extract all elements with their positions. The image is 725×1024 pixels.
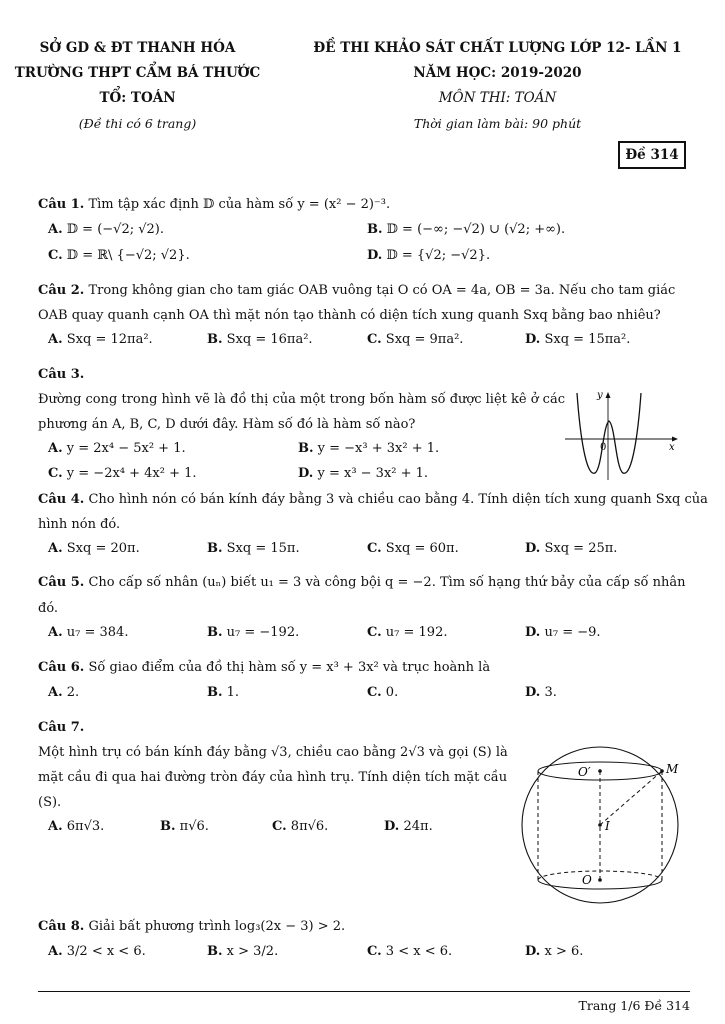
option-b[interactable]: B. Sxq = 15π. xyxy=(207,541,300,556)
question-text: Trong không gian cho tam giác OAB vuông tại O có OA = 4a, OB = 3a. Nếu cho tam giác xyxy=(88,283,676,298)
option-c[interactable]: C. y = −2x⁴ + 4x² + 1. xyxy=(48,466,197,481)
point-m xyxy=(660,769,664,773)
question-label: Câu 3. xyxy=(38,367,85,382)
option-d[interactable]: D. 3. xyxy=(525,685,557,700)
question-text: Đường cong trong hình vẽ là đồ thị của một trong bốn hàm số được liệt kê ở các xyxy=(38,392,565,407)
point-o xyxy=(598,878,602,882)
question-label: Câu 7. xyxy=(38,720,85,735)
option-a[interactable]: A. u₇ = 384. xyxy=(48,625,129,640)
y-axis-arrow xyxy=(606,392,611,398)
option-d[interactable]: D. Sxq = 15πa². xyxy=(525,332,631,347)
quartic-curve xyxy=(577,393,641,473)
label-o-prime: O′ xyxy=(578,765,591,779)
option-c[interactable]: C. Sxq = 60π. xyxy=(367,541,459,556)
option-a[interactable]: A. y = 2x⁴ − 5x² + 1. xyxy=(48,441,186,456)
time-limit: Thời gian làm bài: 90 phút xyxy=(413,116,582,131)
label-i: I xyxy=(605,819,610,833)
department: TỔ: TOÁN xyxy=(99,90,176,106)
question-text-cont: OAB quay quanh cạnh OA thì mặt nón tạo thành có diện tích xung quanh Sxq bằng bao nhiêu? xyxy=(38,308,661,323)
question-text: Một hình trụ có bán kính đáy bằng √3, chiều cao bằng 2√3 và gọi (S) là xyxy=(38,745,508,760)
option-d[interactable]: D. 24π. xyxy=(384,819,433,834)
option-d[interactable]: D. 𝔻 = {√2; −√2}. xyxy=(367,248,491,263)
option-a[interactable]: A. 2. xyxy=(48,685,80,700)
option-b[interactable]: B. y = −x³ + 3x² + 1. xyxy=(298,441,440,456)
question-text-cont: hình nón đó. xyxy=(38,517,121,532)
question-text-cont: phương án A, B, C, D dưới đây. Hàm số đó là hàm số nào? xyxy=(38,417,416,432)
option-d[interactable]: D. u₇ = −9. xyxy=(525,625,601,640)
school-dept: SỞ GD & ĐT THANH HÓA xyxy=(39,40,236,56)
question-label: Câu 4. xyxy=(38,492,85,507)
origin-label: 0 xyxy=(600,442,607,453)
question-label: Câu 5. xyxy=(38,575,85,590)
option-a[interactable]: A. 6π√3. xyxy=(48,819,105,834)
question-label: Câu 6. xyxy=(38,660,85,675)
label-o: O xyxy=(582,873,592,887)
page-count-note: (Đề thi có 6 trang) xyxy=(78,116,197,131)
option-c[interactable]: C. Sxq = 9πa². xyxy=(367,332,464,347)
point-i xyxy=(598,823,602,827)
question-text: Cho cấp số nhân (uₙ) biết u₁ = 3 và công bội q = −2. Tìm số hạng thứ bảy của cấp số nhân xyxy=(88,575,686,590)
option-b[interactable]: B. Sxq = 16πa². xyxy=(207,332,313,347)
exam-title: ĐỀ THI KHẢO SÁT CHẤT LƯỢNG LỚP 12- LẦN 1 xyxy=(313,40,682,56)
option-a[interactable]: A. 𝔻 = (−√2; √2). xyxy=(48,222,164,237)
option-a[interactable]: A. Sxq = 12πa². xyxy=(48,332,153,347)
option-b[interactable]: B. 𝔻 = (−∞; −√2) ∪ (√2; +∞). xyxy=(367,222,566,237)
option-c[interactable]: C. 8π√6. xyxy=(272,819,329,834)
option-d[interactable]: D. Sxq = 25π. xyxy=(525,541,618,556)
label-m: M xyxy=(666,762,679,776)
option-d[interactable]: D. x > 6. xyxy=(525,944,584,959)
y-axis-label: y xyxy=(597,390,603,401)
option-c[interactable]: C. 𝔻 = ℝ\ {−√2; √2}. xyxy=(48,248,190,263)
question-text: Cho hình nón có bán kính đáy bằng 3 và chiều cao bằng 4. Tính diện tích xung quanh Sxq của xyxy=(88,492,708,507)
option-b[interactable]: B. u₇ = −192. xyxy=(207,625,300,640)
page-footer: Trang 1/6 Đề 314 xyxy=(578,998,690,1013)
question-label: Câu 8. xyxy=(38,919,85,934)
school-year: NĂM HỌC: 2019-2020 xyxy=(413,65,582,81)
option-b[interactable]: B. π√6. xyxy=(160,819,209,834)
option-a[interactable]: A. 3/2 < x < 6. xyxy=(48,944,146,959)
sphere-cylinder-figure xyxy=(512,738,692,908)
option-c[interactable]: C. u₇ = 192. xyxy=(367,625,448,640)
question-text: Số giao điểm của đồ thị hàm số y = x³ + 3x² và trục hoành là xyxy=(88,660,491,675)
question-text: Tìm tập xác định 𝔻 của hàm số y = (x² − 2)⁻³. xyxy=(88,197,391,212)
question-label: Câu 1. xyxy=(38,197,85,212)
x-axis-label: x xyxy=(669,442,675,453)
question-label: Câu 2. xyxy=(38,283,85,298)
footer-divider xyxy=(38,991,690,992)
subject: MÔN THI: TOÁN xyxy=(438,90,557,106)
option-b[interactable]: B. x > 3/2. xyxy=(207,944,279,959)
point-o-prime xyxy=(598,769,602,773)
question-text-cont: mặt cầu đi qua hai đường tròn đáy của hình trụ. Tính diện tích mặt cầu xyxy=(38,770,508,785)
option-c[interactable]: C. 3 < x < 6. xyxy=(367,944,453,959)
function-graph xyxy=(560,385,690,485)
x-axis-arrow xyxy=(672,437,678,442)
option-c[interactable]: C. 0. xyxy=(367,685,399,700)
exam-code-box: Đề 314 xyxy=(618,141,686,169)
question-text-cont: đó. xyxy=(38,601,59,616)
option-d[interactable]: D. y = x³ − 3x² + 1. xyxy=(298,466,429,481)
question-text-cont: (S). xyxy=(38,795,62,810)
school-name: TRƯỜNG THPT CẨM BÁ THƯỚC xyxy=(14,65,261,81)
option-a[interactable]: A. Sxq = 20π. xyxy=(48,541,140,556)
option-b[interactable]: B. 1. xyxy=(207,685,240,700)
question-text: Giải bất phương trình log₃(2x − 3) > 2. xyxy=(88,919,346,934)
